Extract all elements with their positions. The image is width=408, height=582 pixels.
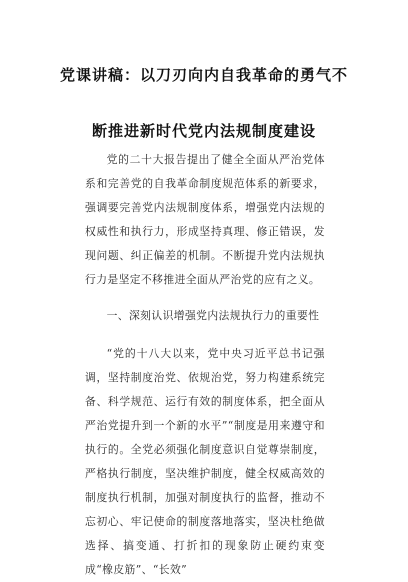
intro-paragraph: 党的二十大报告提出了健全全面从严治党体系和完善党的自我革命制度规范体系的新要求，强调要完善党内法规制度体系，增强党内法规的权威性和执行力，形成坚持真理、修正错误，发现问题、纠正偏差的机制。不断提升党内法规执行力是坚定不移推进全面从严治党的应有之义。 <box>85 153 325 286</box>
section-heading: 一、深刻认识增强党内法规执行力的重要性 <box>106 309 320 322</box>
document-title-line-2: 断推进新时代党内法规制度建设 <box>91 122 316 140</box>
document-title-line-1: 党课讲稿：以刀刃向内自我革命的勇气不 <box>59 66 348 84</box>
body-paragraph: “党的十八大以来，党中央习近平总书记强调，坚持制度治党、依规治党，努力构建系统完备、科学规范、运行有效的制度体系，把全面从严治党提升到一个新的水平”“制度是用来遵守和执行的。全党必须强化制度意识自觉尊崇制度，严格执行制度，坚决维护制度，健全权威高效的制度执行机制，加强对制度执行的监督，推动不忘初心、牢记使命的制度落地落实，坚决杜绝做选择、搞变通、打折扣的现象防止硬约束变成“橡皮筋”、“长效” <box>85 347 325 576</box>
